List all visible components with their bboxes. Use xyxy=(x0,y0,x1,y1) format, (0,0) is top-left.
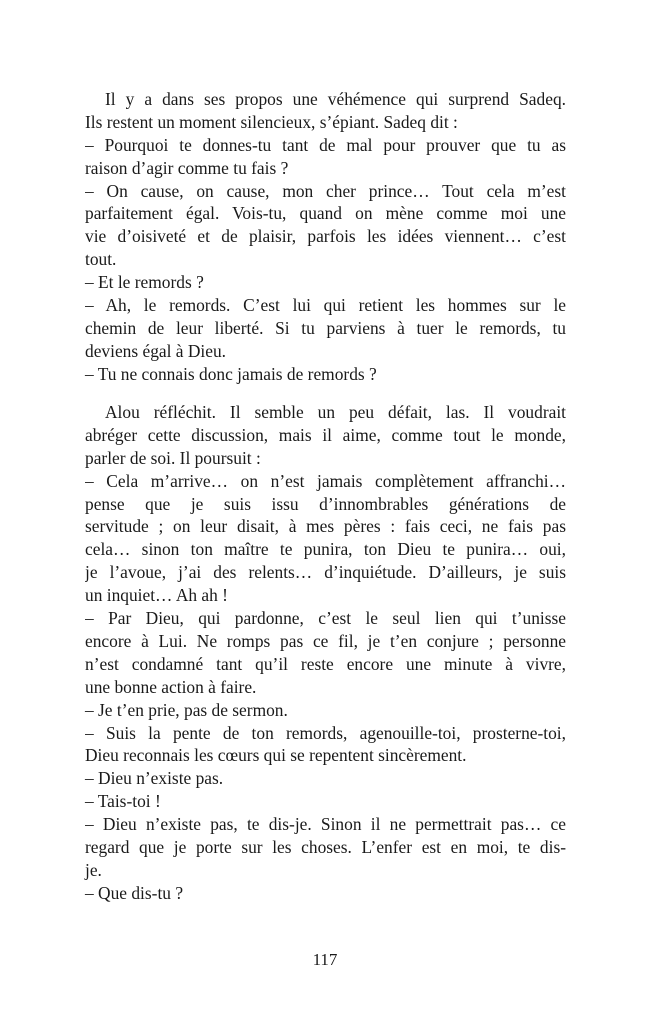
text-line: un inquiet… Ah ah ! xyxy=(85,585,228,606)
text-line: Dieu reconnais les cœurs qui se repentent sincèrement. xyxy=(85,745,467,766)
page-number: 117 xyxy=(312,950,338,969)
text-line: je l’avoue, j’ai des relents… d’inquiétude. D’ailleurs, je suis xyxy=(85,562,566,583)
text-line: – Par Dieu, qui pardonne, c’est le seul lien qui t’unisse xyxy=(85,608,566,629)
text-line: je. xyxy=(85,859,102,880)
text-line: – Et le remords ? xyxy=(85,272,204,293)
text-line: cela… sinon ton maître te punira, ton Dieu te punira… oui, xyxy=(85,539,566,560)
text-line: – Tais-toi ! xyxy=(85,791,161,812)
text-line: – Tu ne connais donc jamais de remords ? xyxy=(85,363,377,384)
text-line: vie d’oisiveté et de plaisir, parfois les idées viennent… c’est xyxy=(85,226,566,247)
text-line: – Pourquoi te donnes-tu tant de mal pour prouver que tu as xyxy=(85,134,566,155)
text-line: – Dieu n’existe pas. xyxy=(85,768,224,789)
text-line: abréger cette discussion, mais il aime, comme tout le monde, xyxy=(85,424,566,445)
text-line: raison d’agir comme tu fais ? xyxy=(85,157,289,178)
text-line: une bonne action à faire. xyxy=(85,676,257,697)
text-line: – Je t’en prie, pas de sermon. xyxy=(85,699,288,720)
text-line: Ils restent un moment silencieux, s’épiant. Sadeq dit : xyxy=(85,111,458,132)
text-line: chemin de leur liberté. Si tu parviens à tuer le remords, tu xyxy=(85,317,566,338)
text-line: servitude ; on leur disait, à mes pères : fais ceci, ne fais pas xyxy=(85,516,566,537)
text-line: – Que dis-tu ? xyxy=(85,882,184,903)
text-line: Alou réfléchit. Il semble un peu défait, las. Il voudrait xyxy=(105,402,566,422)
text-line: – On cause, on cause, mon cher prince… Tout cela m’est xyxy=(85,180,566,201)
paragraph-2 xyxy=(85,401,566,905)
text-line: pense que je suis issu d’innombrables générations de xyxy=(85,493,566,514)
text-line: Il y a dans ses propos une véhémence qui surprend Sadeq. xyxy=(105,89,566,109)
text-line: encore à Lui. Ne romps pas ce fil, je t’en conjure ; personne xyxy=(85,630,566,651)
text-line: – Suis la pente de ton remords, agenouille-toi, prosterne-toi, xyxy=(85,722,566,743)
text-line: parler de soi. Il poursuit : xyxy=(85,447,261,468)
text-line: – Cela m’arrive… on n’est jamais complètement affranchi… xyxy=(85,470,566,491)
text-line: deviens égal à Dieu. xyxy=(85,340,227,361)
text-line: parfaitement égal. Vois-tu, quand on mène comme moi une xyxy=(85,203,566,224)
text-line: – Dieu n’existe pas, te dis-je. Sinon il ne permettrait pas… ce xyxy=(85,814,566,835)
text-line: n’est condamné tant qu’il reste encore une minute à vivre, xyxy=(85,653,566,674)
text-line: – Ah, le remords. C’est lui qui retient les hommes sur le xyxy=(85,295,566,316)
paragraph-1 xyxy=(85,88,566,386)
text-line: regard que je porte sur les choses. L’enfer est en moi, te dis- xyxy=(85,837,566,858)
text-line: tout. xyxy=(85,249,117,270)
